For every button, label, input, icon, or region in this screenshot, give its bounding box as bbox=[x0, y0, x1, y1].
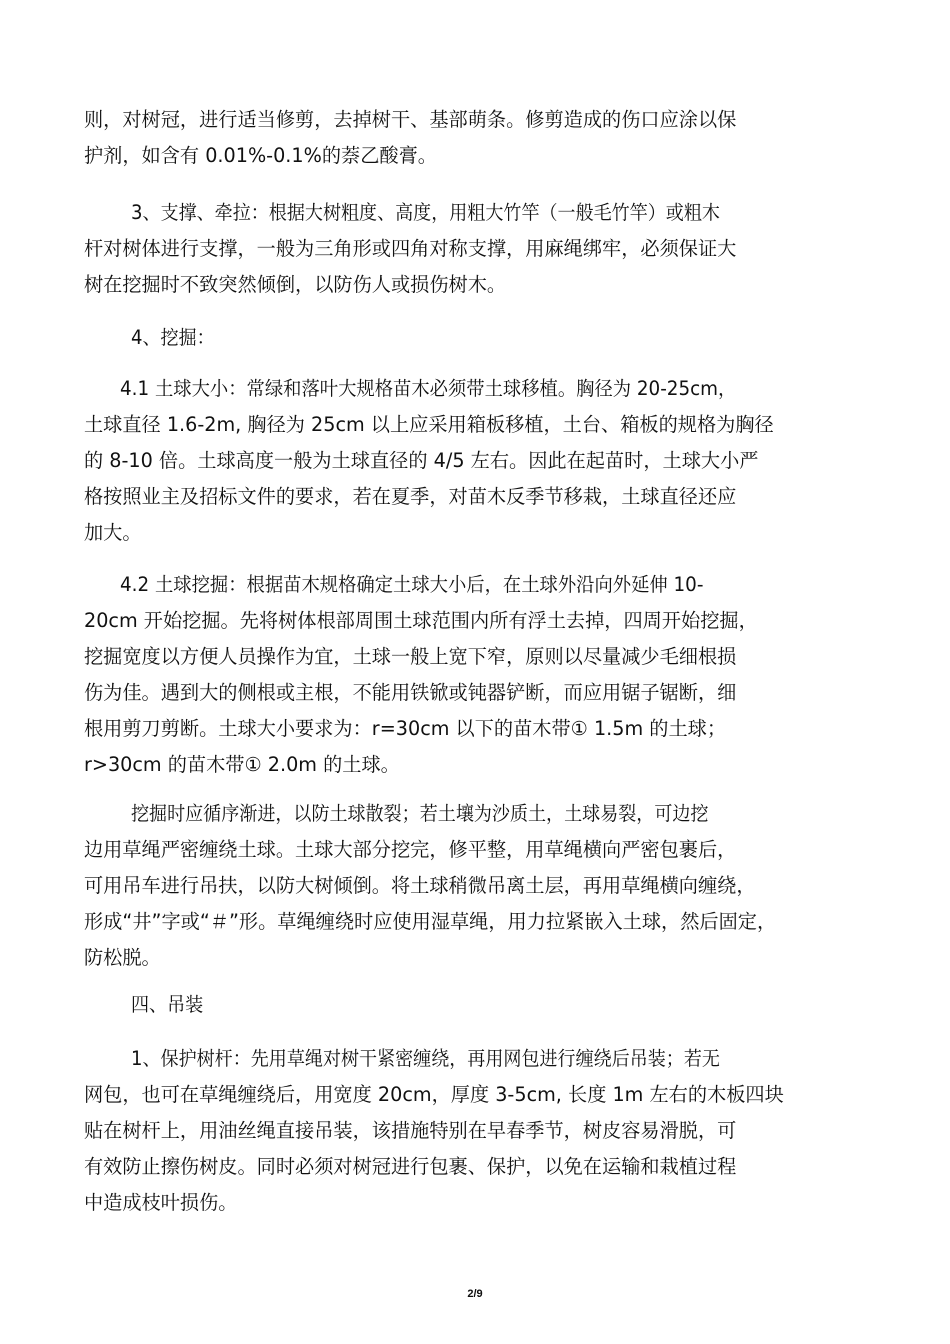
text-line: 1、保护树杆：先用草绳对树干紧密缠绕，再用网包进行缠绕后吊装；若无 bbox=[131, 1047, 720, 1070]
paragraph-pruning-continued bbox=[84, 102, 874, 174]
paragraph-support-bracing bbox=[84, 195, 874, 303]
text-line: 中造成枝叶损伤。 bbox=[84, 1191, 238, 1214]
paragraph-soil-ball-size bbox=[84, 371, 874, 551]
section-heading-excavation bbox=[84, 320, 874, 356]
text-line: 贴在树杆上，用油丝绳直接吊装，该措施特别在早春季节，树皮容易滑脱，可 bbox=[84, 1119, 737, 1142]
text-line: 护剂，如含有 0.01%-0.1%的萘乙酸膏。 bbox=[84, 144, 437, 167]
text-line: 边用草绳严密缠绕土球。土球大部分挖完，修平整，用草绳横向严密包裹后， bbox=[84, 838, 737, 861]
text-line: 四、吊装 bbox=[131, 993, 204, 1016]
text-line: 3、支撑、牵拉：根据大树粗度、高度，用粗大竹竿（一般毛竹竿）或粗木 bbox=[131, 201, 720, 224]
text-line: 4.1 土球大小：常绿和落叶大规格苗木必须带土球移植。胸径为 20-25cm， bbox=[120, 377, 737, 400]
paragraph-soil-ball-digging bbox=[84, 567, 874, 783]
text-line: r>30cm 的苗木带① 2.0m 的土球。 bbox=[84, 753, 400, 776]
text-line: 4、挖掘： bbox=[131, 326, 215, 349]
text-line: 20cm 开始挖掘。先将树体根部周围土球范围内所有浮土去掉，四周开始挖掘， bbox=[84, 609, 758, 632]
text-line: 的 8-10 倍。土球高度一般为土球直径的 4/5 左右。因此在起苗时，土球大小严 bbox=[84, 449, 759, 472]
text-line: 则，对树冠，进行适当修剪，去掉树干、基部萌条。修剪造成的伤口应涂以保 bbox=[84, 108, 737, 131]
text-line: 杆对树体进行支撑，一般为三角形或四角对称支撑，用麻绳绑牢，必须保证大 bbox=[84, 237, 737, 260]
text-line: 可用吊车进行吊扶，以防大树倾倒。将土球稍微吊离土层，再用草绳横向缠绕， bbox=[84, 874, 756, 897]
text-line: 根用剪刀剪断。土球大小要求为：r=30cm 以下的苗木带① 1.5m 的土球； bbox=[84, 717, 727, 740]
text-line: 形成“井”字或“＃”形。草绳缠绕时应使用湿草绳，用力拉紧嵌入土球，然后固定， bbox=[84, 910, 777, 933]
text-line: 有效防止擦伤树皮。同时必须对树冠进行包裹、保护，以免在运输和栽植过程 bbox=[84, 1155, 737, 1178]
text-line: 挖掘时应循序渐进，以防土球散裂；若土壤为沙质土，土球易裂，可边挖 bbox=[131, 802, 709, 825]
text-line: 加大。 bbox=[84, 521, 142, 544]
text-line: 格按照业主及招标文件的要求，若在夏季，对苗木反季节移栽，土球直径还应 bbox=[84, 485, 737, 508]
section-heading-hoisting bbox=[84, 987, 874, 1023]
text-line: 防松脱。 bbox=[84, 946, 161, 969]
paragraph-wrapping bbox=[84, 796, 874, 976]
text-line: 树在挖掘时不致突然倾倒，以防伤人或损伤树木。 bbox=[84, 273, 507, 296]
text-line: 挖掘宽度以方便人员操作为宜，土球一般上宽下窄，原则以尽量减少毛细根损 bbox=[84, 645, 737, 668]
text-line: 土球直径 1.6-2m, 胸径为 25cm 以上应采用箱板移植，土台、箱板的规格为胸径 bbox=[84, 413, 774, 436]
paragraph-trunk-protection bbox=[84, 1041, 874, 1221]
page-number: 2/9 bbox=[467, 1288, 483, 1300]
text-line: 网包，也可在草绳缠绕后，用宽度 20cm，厚度 3-5cm, 长度 1m 左右的木板四块 bbox=[84, 1083, 784, 1106]
text-line: 4.2 土球挖掘：根据苗木规格确定土球大小后，在土球外沿向外延伸 10- bbox=[120, 573, 704, 596]
text-line: 伤为佳。遇到大的侧根或主根，不能用铁锨或钝器铲断，而应用锯子锯断，细 bbox=[84, 681, 737, 704]
